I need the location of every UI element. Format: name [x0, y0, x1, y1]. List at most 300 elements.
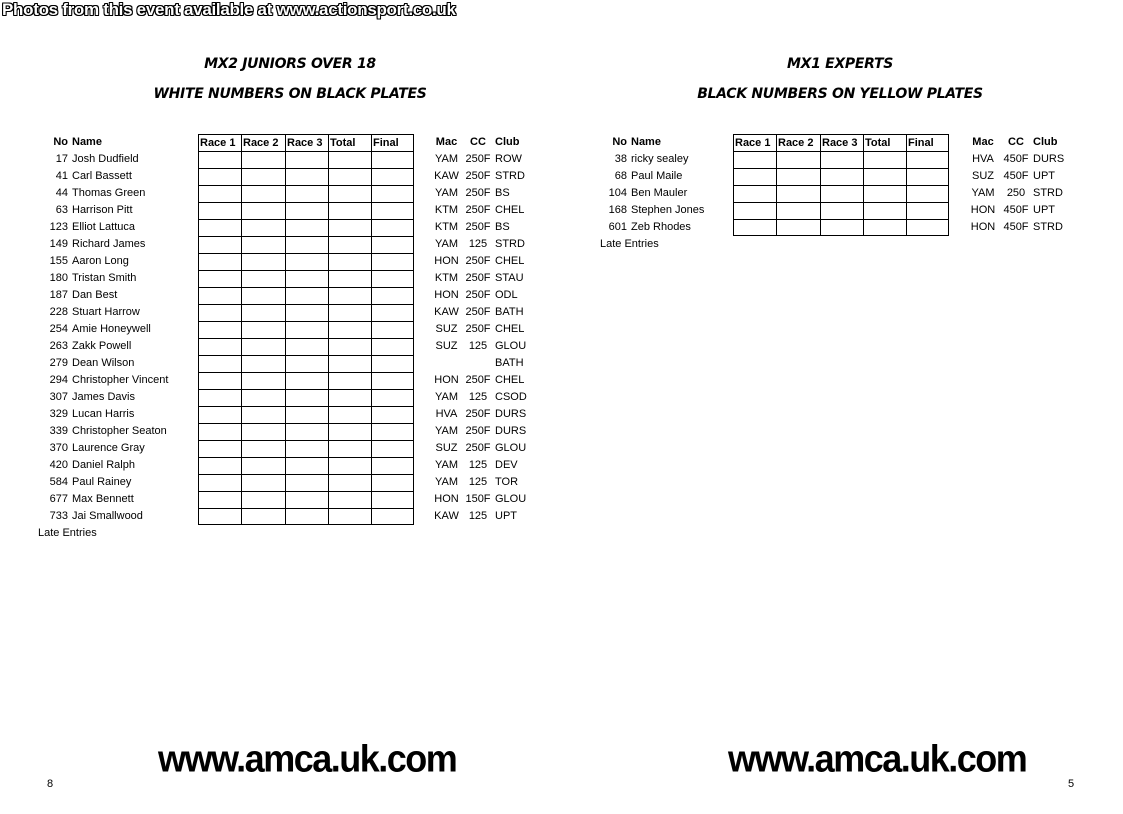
right-subtitle: BLACK NUMBERS ON YELLOW PLATES: [697, 86, 983, 102]
spacer: [949, 168, 967, 185]
score-cell-total[interactable]: [328, 406, 371, 423]
score-cell-final[interactable]: [906, 202, 949, 219]
rider-number: 168: [608, 204, 627, 216]
score-cell-final[interactable]: [371, 474, 414, 491]
score-cell-final[interactable]: [371, 202, 414, 219]
score-cell-race3[interactable]: [285, 338, 328, 355]
rider-cc: 125: [468, 238, 488, 250]
score-cell-race3[interactable]: [285, 440, 328, 457]
rider-cc: 250F: [465, 408, 491, 420]
rider-club: DEV: [495, 459, 518, 471]
spacer: [414, 321, 432, 338]
spacer: [414, 389, 432, 406]
rider-machine: YAM: [434, 187, 459, 199]
rider-cc: 250F: [465, 442, 491, 454]
spacer: [949, 151, 967, 168]
score-cell-race3[interactable]: [820, 219, 863, 236]
rider-number: 370: [49, 442, 68, 454]
rider-club: BS: [495, 187, 510, 199]
score-cell-final[interactable]: [371, 457, 414, 474]
rider-name: Christopher Seaton: [72, 425, 167, 437]
col-header-cc: CC: [1008, 136, 1024, 148]
rider-club: UPT: [1033, 170, 1055, 182]
score-cell-race1[interactable]: [198, 168, 241, 185]
score-cell-final[interactable]: [371, 423, 414, 440]
rider-name: Stuart Harrow: [72, 306, 140, 318]
spacer: [414, 338, 432, 355]
score-cell-final[interactable]: [906, 168, 949, 185]
score-cell-race1[interactable]: [198, 236, 241, 253]
score-cell-race1[interactable]: [198, 202, 241, 219]
score-cell-final[interactable]: [371, 440, 414, 457]
rider-machine: HON: [970, 221, 996, 233]
score-cell-race1[interactable]: [198, 253, 241, 270]
score-cell-total[interactable]: [328, 355, 371, 372]
score-cell-total[interactable]: [328, 389, 371, 406]
rider-machine: YAM: [434, 153, 459, 165]
score-cell-race2[interactable]: [241, 185, 285, 202]
score-cell-race3[interactable]: [285, 202, 328, 219]
score-cell-race2[interactable]: [241, 168, 285, 185]
score-cell-race3[interactable]: [285, 491, 328, 508]
score-cell-total[interactable]: [863, 219, 906, 236]
rider-club: CHEL: [495, 374, 525, 386]
rider-number: 339: [49, 425, 68, 437]
rider-cc: 250F: [465, 289, 491, 301]
score-cell-race1[interactable]: [198, 372, 241, 389]
score-cell-total[interactable]: [328, 202, 371, 219]
score-cell-race1[interactable]: [198, 338, 241, 355]
score-cell-race1[interactable]: [198, 219, 241, 236]
rider-machine: YAM: [434, 391, 459, 403]
score-cell-race3[interactable]: [285, 168, 328, 185]
score-cell-final[interactable]: [371, 338, 414, 355]
score-cell-race2[interactable]: [776, 151, 820, 168]
score-cell-race1[interactable]: [198, 287, 241, 304]
score-cell-race1[interactable]: [198, 321, 241, 338]
rider-machine: SUZ: [435, 323, 458, 335]
rider-cc: 250F: [465, 425, 491, 437]
rider-machine: YAM: [971, 187, 995, 199]
rider-machine: SUZ: [435, 340, 458, 352]
score-cell-total[interactable]: [863, 151, 906, 168]
rider-number: 104: [608, 187, 627, 199]
rider-cc: 250F: [465, 306, 491, 318]
rider-club: STRD: [1033, 187, 1063, 199]
rider-club: BS: [495, 221, 510, 233]
rider-machine: KTM: [434, 221, 459, 233]
score-cell-race2[interactable]: [241, 440, 285, 457]
spacer: [414, 202, 432, 219]
col-header-final: Final: [371, 134, 414, 151]
col-header-race3: Race 3: [285, 134, 328, 151]
score-cell-race1[interactable]: [198, 270, 241, 287]
rider-club: CHEL: [495, 255, 525, 267]
score-cell-total[interactable]: [328, 508, 371, 525]
left-footer-url[interactable]: www.amca.uk.com: [158, 736, 457, 780]
col-header-cc: CC: [470, 136, 486, 148]
score-cell-final[interactable]: [371, 321, 414, 338]
rider-club: DURS: [1033, 153, 1065, 165]
col-header-club: Club: [1033, 136, 1058, 148]
rider-machine: [432, 355, 461, 372]
right-footer-url[interactable]: www.amca.uk.com: [728, 736, 1027, 780]
score-cell-race1[interactable]: [198, 440, 241, 457]
score-cell-race2[interactable]: [241, 372, 285, 389]
spacer: [949, 202, 967, 219]
left-page-number: 8: [47, 778, 54, 790]
rider-name: Paul Rainey: [72, 476, 132, 488]
score-cell-race2[interactable]: [241, 389, 285, 406]
right-late-entries: Late Entries: [600, 238, 659, 250]
rider-number: 149: [49, 238, 68, 250]
score-cell-total[interactable]: [328, 457, 371, 474]
score-cell-final[interactable]: [371, 270, 414, 287]
right-page-number: 5: [1068, 778, 1075, 790]
col-header-total: Total: [328, 134, 371, 151]
rider-name: Harrison Pitt: [72, 204, 133, 216]
score-cell-race3[interactable]: [285, 219, 328, 236]
score-cell-total[interactable]: [863, 185, 906, 202]
rider-club: GLOU: [495, 442, 527, 454]
score-cell-race1[interactable]: [198, 185, 241, 202]
rider-name: ricky sealey: [631, 153, 689, 165]
rider-name: Christopher Vincent: [72, 374, 169, 386]
spacer: [414, 423, 432, 440]
rider-cc: 125: [468, 459, 488, 471]
rider-machine: HON: [434, 289, 459, 301]
rider-cc: 250F: [465, 204, 491, 216]
rider-cc: 250F: [465, 153, 491, 165]
score-cell-final[interactable]: [906, 151, 949, 168]
rider-number: 187: [49, 289, 68, 301]
rider-machine: HON: [434, 374, 459, 386]
rider-machine: YAM: [434, 476, 459, 488]
score-cell-total[interactable]: [328, 321, 371, 338]
score-cell-race2[interactable]: [241, 151, 285, 168]
score-cell-race1[interactable]: [198, 491, 241, 508]
rider-cc: 450F: [1003, 170, 1029, 182]
col-header-name: Name: [72, 136, 102, 148]
rider-number: 307: [49, 391, 68, 403]
score-cell-race1[interactable]: [198, 457, 241, 474]
rider-name: Laurence Gray: [72, 442, 145, 454]
score-cell-race2[interactable]: [241, 355, 285, 372]
rider-club: ODL: [495, 289, 518, 301]
rider-name: Carl Bassett: [72, 170, 132, 182]
score-cell-total[interactable]: [328, 423, 371, 440]
score-cell-race3[interactable]: [285, 423, 328, 440]
score-cell-race3[interactable]: [285, 474, 328, 491]
rider-machine: SUZ: [435, 442, 458, 454]
score-cell-total[interactable]: [328, 151, 371, 168]
spacer: [414, 219, 432, 236]
score-cell-race1[interactable]: [198, 508, 241, 525]
rider-cc: 250F: [465, 272, 491, 284]
right-title: MX1 EXPERTS: [786, 56, 893, 72]
score-cell-race3[interactable]: [285, 151, 328, 168]
score-cell-race1[interactable]: [198, 474, 241, 491]
rider-number: 63: [55, 204, 68, 216]
score-cell-final[interactable]: [906, 185, 949, 202]
score-cell-race2[interactable]: [241, 321, 285, 338]
rider-machine: YAM: [434, 425, 459, 437]
score-cell-race2[interactable]: [241, 270, 285, 287]
right-results-table: [597, 134, 1073, 236]
rider-number: 601: [608, 221, 627, 233]
col-header-no: No: [53, 136, 68, 148]
score-cell-total[interactable]: [328, 219, 371, 236]
score-cell-final[interactable]: [371, 304, 414, 321]
rider-number: 228: [49, 306, 68, 318]
spacer: [949, 134, 967, 151]
score-cell-total[interactable]: [328, 185, 371, 202]
spacer: [414, 508, 432, 525]
rider-cc: 125: [468, 476, 488, 488]
col-header-club: Club: [495, 136, 520, 148]
rider-cc: 150F: [465, 493, 491, 505]
col-header-race3: Race 3: [820, 134, 863, 151]
spacer: [414, 151, 432, 168]
score-cell-race1[interactable]: [733, 202, 776, 219]
rider-club: GLOU: [495, 340, 527, 352]
score-cell-race2[interactable]: [241, 202, 285, 219]
score-cell-final[interactable]: [371, 508, 414, 525]
score-cell-race3[interactable]: [285, 304, 328, 321]
rider-cc: 450F: [1003, 153, 1029, 165]
rider-cc: 125: [468, 510, 488, 522]
score-cell-race3[interactable]: [285, 372, 328, 389]
score-cell-race2[interactable]: [241, 491, 285, 508]
score-cell-final[interactable]: [371, 355, 414, 372]
score-cell-race2[interactable]: [241, 423, 285, 440]
rider-cc: 250F: [465, 323, 491, 335]
score-cell-race3[interactable]: [285, 389, 328, 406]
rider-machine: HON: [434, 493, 459, 505]
score-cell-total[interactable]: [328, 372, 371, 389]
score-cell-race3[interactable]: [285, 287, 328, 304]
rider-machine: KTM: [434, 204, 459, 216]
score-cell-final[interactable]: [906, 219, 949, 236]
spacer: [414, 355, 432, 372]
score-cell-final[interactable]: [371, 253, 414, 270]
score-cell-race3[interactable]: [285, 457, 328, 474]
rider-club: STRD: [495, 238, 525, 250]
spacer: [414, 491, 432, 508]
rider-club: TOR: [495, 476, 519, 488]
score-cell-race1[interactable]: [733, 219, 776, 236]
rider-number: 254: [49, 323, 68, 335]
rider-cc: 125: [468, 391, 488, 403]
spacer: [414, 253, 432, 270]
spacer: [414, 134, 432, 151]
score-cell-race2[interactable]: [776, 168, 820, 185]
rider-number: 279: [49, 357, 68, 369]
rider-number: 68: [614, 170, 627, 182]
score-cell-final[interactable]: [371, 236, 414, 253]
score-cell-race3[interactable]: [285, 236, 328, 253]
col-header-race2: Race 2: [776, 134, 820, 151]
score-cell-race3[interactable]: [285, 406, 328, 423]
score-cell-race1[interactable]: [733, 185, 776, 202]
score-cell-race1[interactable]: [733, 168, 776, 185]
rider-name: Aaron Long: [72, 255, 129, 267]
rider-machine: KTM: [434, 272, 459, 284]
spacer: [949, 219, 967, 236]
rider-name: Daniel Ralph: [72, 459, 135, 471]
score-cell-final[interactable]: [371, 168, 414, 185]
rider-name: Lucan Harris: [72, 408, 135, 420]
spacer: [414, 474, 432, 491]
spacer: [414, 287, 432, 304]
score-cell-race1[interactable]: [198, 389, 241, 406]
rider-club: BATH: [495, 306, 524, 318]
rider-name: James Davis: [72, 391, 135, 403]
rider-number: 41: [55, 170, 68, 182]
score-cell-final[interactable]: [371, 372, 414, 389]
rider-club: DURS: [495, 408, 527, 420]
rider-club: CHEL: [495, 323, 525, 335]
score-cell-race3[interactable]: [820, 185, 863, 202]
score-cell-final[interactable]: [371, 389, 414, 406]
score-cell-race1[interactable]: [198, 355, 241, 372]
score-cell-race2[interactable]: [241, 406, 285, 423]
rider-name: Zakk Powell: [72, 340, 132, 352]
col-header-no: No: [612, 136, 627, 148]
score-cell-final[interactable]: [371, 219, 414, 236]
score-cell-race2[interactable]: [776, 219, 820, 236]
rider-club: BATH: [495, 357, 524, 369]
col-header-name: Name: [631, 136, 661, 148]
rider-number: 44: [55, 187, 68, 199]
score-cell-race3[interactable]: [285, 508, 328, 525]
col-header-total: Total: [863, 134, 906, 151]
rider-number: 38: [614, 153, 627, 165]
score-cell-race3[interactable]: [285, 355, 328, 372]
score-cell-final[interactable]: [371, 287, 414, 304]
score-cell-race3[interactable]: [820, 168, 863, 185]
score-cell-final[interactable]: [371, 491, 414, 508]
score-cell-total[interactable]: [328, 270, 371, 287]
score-cell-race2[interactable]: [776, 202, 820, 219]
score-cell-total[interactable]: [328, 474, 371, 491]
score-cell-race2[interactable]: [241, 287, 285, 304]
score-cell-race2[interactable]: [241, 338, 285, 355]
score-cell-final[interactable]: [371, 406, 414, 423]
rider-machine: SUZ: [972, 170, 994, 182]
rider-name: Amie Honeywell: [72, 323, 151, 335]
score-cell-race1[interactable]: [198, 406, 241, 423]
score-cell-race2[interactable]: [776, 185, 820, 202]
rider-club: ROW: [495, 153, 522, 165]
score-cell-race1[interactable]: [198, 423, 241, 440]
rider-number: 420: [49, 459, 68, 471]
rider-number: 180: [49, 272, 68, 284]
rider-cc: 250F: [465, 255, 491, 267]
score-cell-race1[interactable]: [198, 304, 241, 321]
col-header-mac: Mac: [972, 136, 994, 148]
score-cell-race3[interactable]: [285, 253, 328, 270]
score-cell-race2[interactable]: [241, 219, 285, 236]
score-cell-race2[interactable]: [241, 474, 285, 491]
rider-machine: KAW: [434, 510, 459, 522]
rider-cc: 450F: [1003, 221, 1029, 233]
score-cell-race3[interactable]: [285, 321, 328, 338]
rider-number: 677: [49, 493, 68, 505]
rider-machine: YAM: [434, 238, 459, 250]
col-header-mac: Mac: [435, 136, 458, 148]
rider-machine: YAM: [434, 459, 459, 471]
score-cell-race3[interactable]: [820, 151, 863, 168]
score-cell-total[interactable]: [328, 236, 371, 253]
score-cell-total[interactable]: [328, 304, 371, 321]
rider-cc: 450F: [1003, 204, 1029, 216]
rider-club: CHEL: [495, 204, 525, 216]
score-cell-total[interactable]: [328, 253, 371, 270]
score-cell-final[interactable]: [371, 151, 414, 168]
score-cell-race2[interactable]: [241, 236, 285, 253]
score-cell-race1[interactable]: [198, 151, 241, 168]
score-cell-total[interactable]: [328, 338, 371, 355]
col-header-race1: Race 1: [198, 134, 241, 151]
rider-club: STRD: [495, 170, 525, 182]
rider-number: 733: [49, 510, 68, 522]
score-cell-race3[interactable]: [285, 185, 328, 202]
score-cell-final[interactable]: [371, 185, 414, 202]
rider-cc: 250F: [465, 170, 491, 182]
rider-machine: KAW: [434, 306, 459, 318]
left-results-table: [38, 134, 535, 525]
rider-number: 294: [49, 374, 68, 386]
rider-name: Max Bennett: [72, 493, 134, 505]
rider-name: Dan Best: [72, 289, 118, 301]
spacer: [414, 440, 432, 457]
rider-machine: HVA: [435, 408, 458, 420]
rider-club: STAU: [495, 272, 524, 284]
rider-name: Jai Smallwood: [72, 510, 143, 522]
rider-name: Paul Maile: [631, 170, 683, 182]
rider-name: Richard James: [72, 238, 146, 250]
score-cell-race1[interactable]: [733, 151, 776, 168]
score-cell-race2[interactable]: [241, 457, 285, 474]
score-cell-total[interactable]: [328, 168, 371, 185]
col-header-final: Final: [906, 134, 949, 151]
score-cell-race2[interactable]: [241, 508, 285, 525]
score-cell-race3[interactable]: [285, 270, 328, 287]
score-cell-total[interactable]: [328, 440, 371, 457]
score-cell-total[interactable]: [863, 168, 906, 185]
rider-number: 263: [49, 340, 68, 352]
rider-club: STRD: [1033, 221, 1063, 233]
photo-banner: Photos from this event available at www.actionsport.co.uk: [2, 0, 456, 19]
rider-machine: HVA: [972, 153, 994, 165]
score-cell-race2[interactable]: [241, 253, 285, 270]
spacer: [414, 304, 432, 321]
score-cell-total[interactable]: [328, 287, 371, 304]
score-cell-race2[interactable]: [241, 304, 285, 321]
score-cell-race3[interactable]: [820, 202, 863, 219]
score-cell-total[interactable]: [328, 491, 371, 508]
spacer: [414, 372, 432, 389]
spacer: [414, 406, 432, 423]
score-cell-total[interactable]: [863, 202, 906, 219]
spacer: [414, 270, 432, 287]
rider-club: UPT: [495, 510, 517, 522]
rider-number: 123: [49, 221, 68, 233]
rider-cc: 250F: [465, 374, 491, 386]
spacer: [414, 168, 432, 185]
col-header-race2: Race 2: [241, 134, 285, 151]
